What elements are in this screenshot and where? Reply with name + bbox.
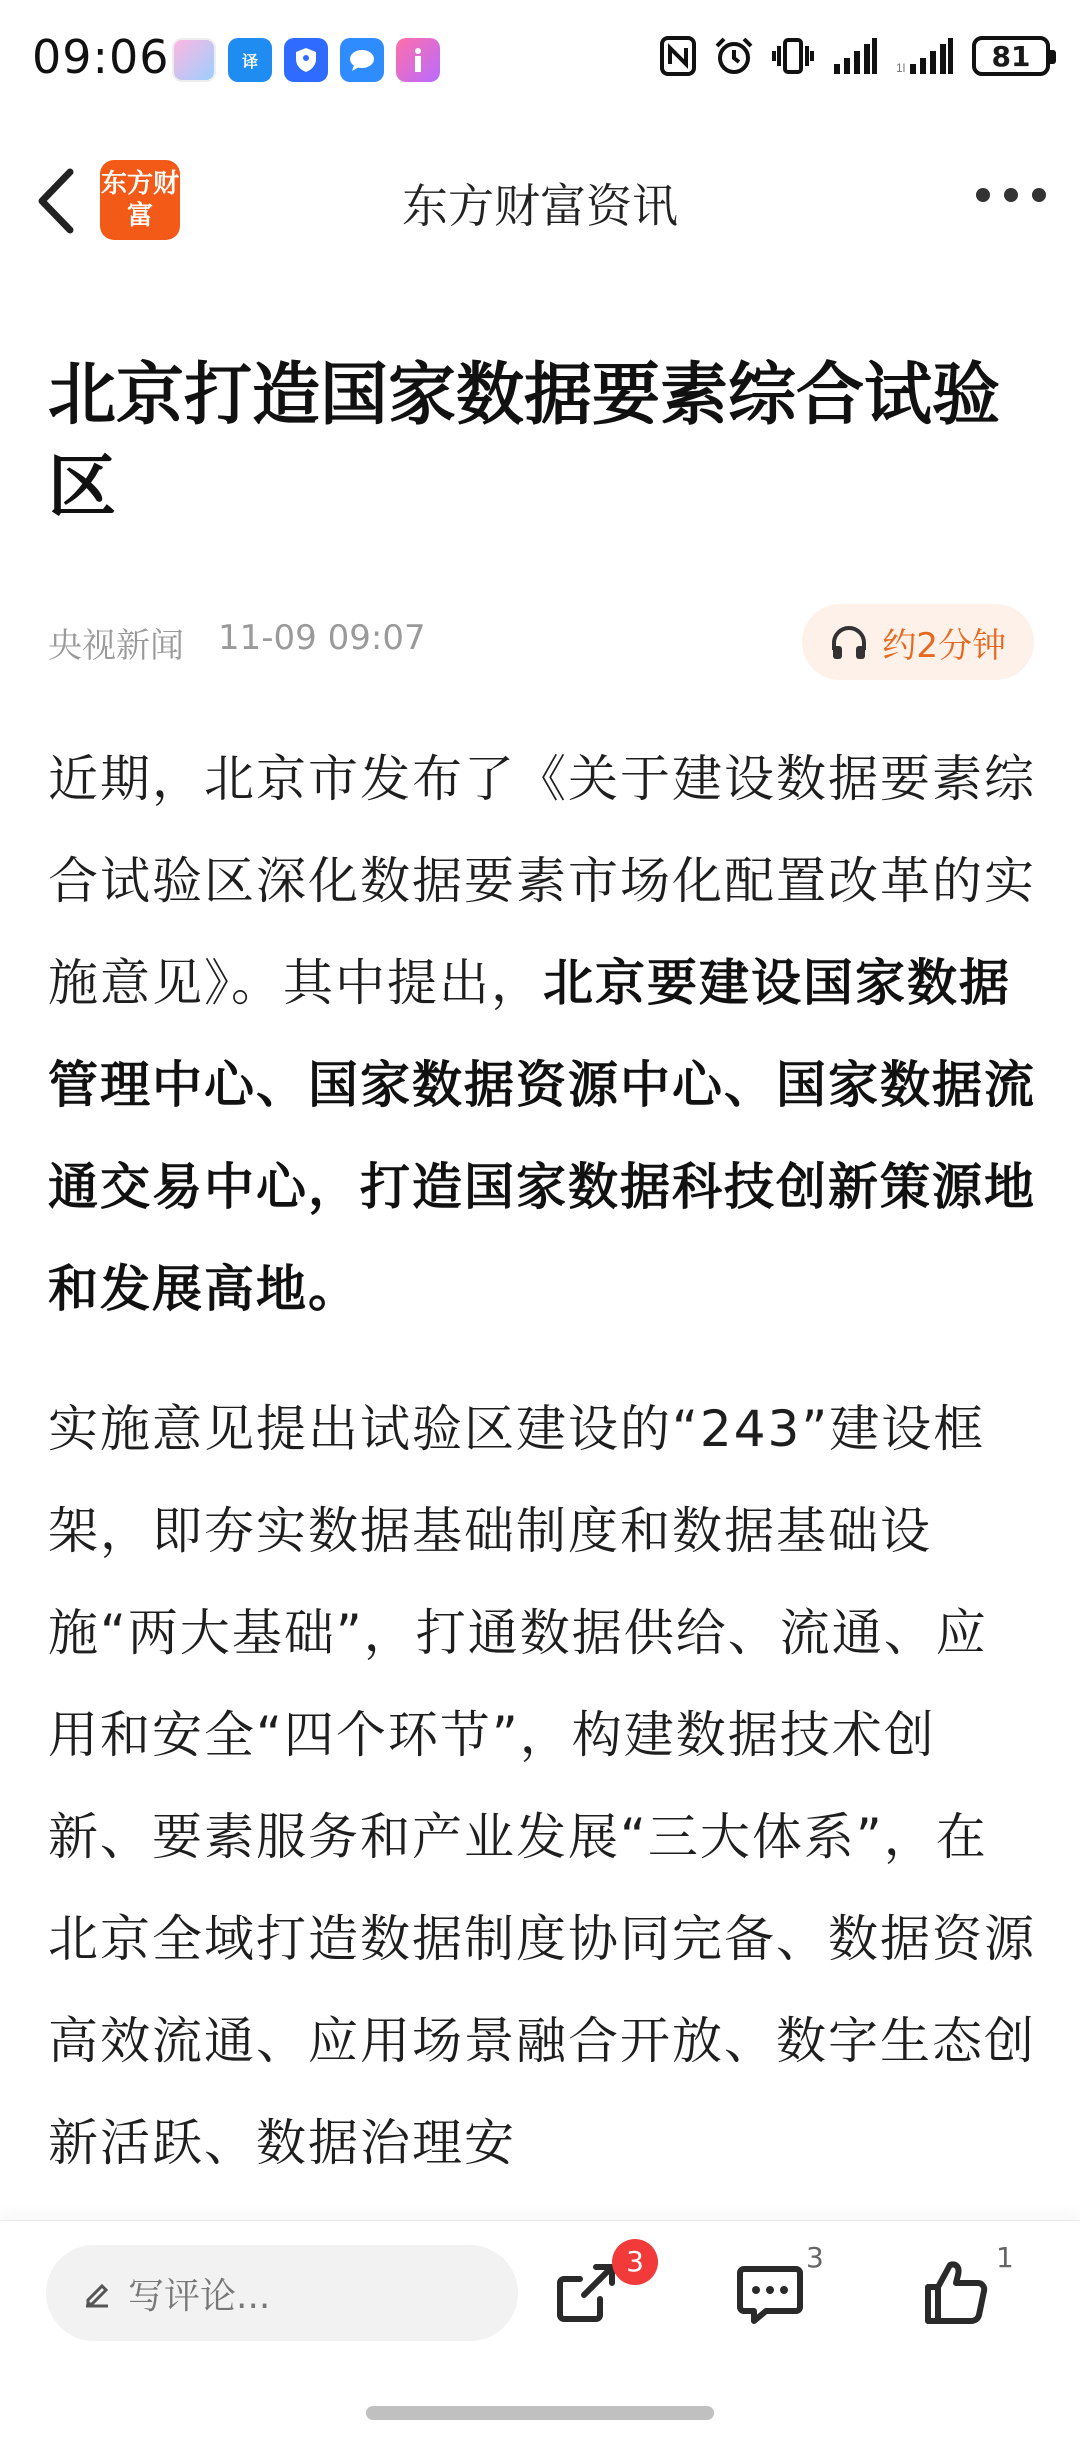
article-source: 央视新闻 bbox=[48, 626, 184, 666]
app-header bbox=[0, 140, 1080, 260]
pencil-icon bbox=[82, 2278, 112, 2308]
vibrate-icon bbox=[772, 36, 814, 76]
message-app-icon bbox=[340, 38, 384, 82]
battery-level: 81 bbox=[991, 39, 1031, 73]
alarm-icon bbox=[714, 36, 754, 76]
status-bar bbox=[0, 0, 1080, 120]
nfc-icon bbox=[660, 36, 696, 76]
header-title: 东方财富资讯 bbox=[402, 179, 678, 233]
comment-count: 3 bbox=[806, 2241, 824, 2274]
article-paragraph bbox=[48, 728, 1038, 1340]
signal-icon bbox=[832, 38, 878, 74]
translate-app-icon bbox=[228, 38, 272, 82]
comment-input[interactable] bbox=[46, 2245, 518, 2341]
back-arrow-icon[interactable] bbox=[30, 166, 80, 236]
listen-button[interactable] bbox=[802, 604, 1034, 680]
comment-icon[interactable] bbox=[730, 2253, 810, 2333]
info-app-icon bbox=[396, 38, 440, 82]
status-time: 09:06 bbox=[32, 30, 170, 84]
home-indicator[interactable] bbox=[366, 2406, 714, 2420]
like-count: 1 bbox=[996, 2241, 1014, 2274]
logo-text: 东方财富 bbox=[100, 169, 179, 231]
system-icons bbox=[660, 36, 1050, 76]
share-badge: 3 bbox=[612, 2239, 658, 2285]
signal-icon bbox=[896, 38, 954, 74]
shield-app-icon bbox=[284, 38, 328, 82]
article-paragraph: 实施意见提出试验区建设的“243”建设框架，即夯实数据基础制度和数据基础设施“两大基础”，打通数据供给、流通、应用和安全“四个环节”，构建数据技术创新、要素服务和产业发展“三大体系”，在北京全域打造数据制度协同完备、数据资源高效流通、应用场景融合开放、数字生态创新活跃、数据治理安 bbox=[48, 1400, 1036, 2172]
notification-icons bbox=[172, 38, 440, 82]
paragraph-text: 近期，北京市发布了《关于建设数据要素综合试验区深化数据要素市场化配置改革的实施意见》。其中提出， bbox=[48, 750, 1036, 1012]
article-meta bbox=[48, 618, 426, 667]
article-datetime: 11-09 09:07 bbox=[218, 618, 426, 658]
more-options-icon[interactable] bbox=[976, 188, 1046, 202]
svg-text:1l: 1l bbox=[896, 61, 906, 74]
listen-duration: 约2分钟 bbox=[882, 625, 1006, 666]
thumbs-up-icon[interactable] bbox=[916, 2253, 996, 2333]
article-title: 北京打造国家数据要素综合试验区 bbox=[48, 356, 1001, 527]
translate-icon-text: 译 bbox=[241, 51, 258, 71]
battery-indicator bbox=[972, 36, 1050, 76]
headphones-icon bbox=[830, 624, 868, 660]
paragraph-bold-text: 北京要建设国家数据管理中心、国家数据资源中心、国家数据流通交易中心，打造国家数据科技创新策源地和发展高地。 bbox=[48, 954, 1036, 1318]
source-logo[interactable] bbox=[100, 160, 180, 240]
comment-placeholder: 写评论... bbox=[128, 2275, 271, 2317]
color-app-icon bbox=[172, 38, 216, 82]
